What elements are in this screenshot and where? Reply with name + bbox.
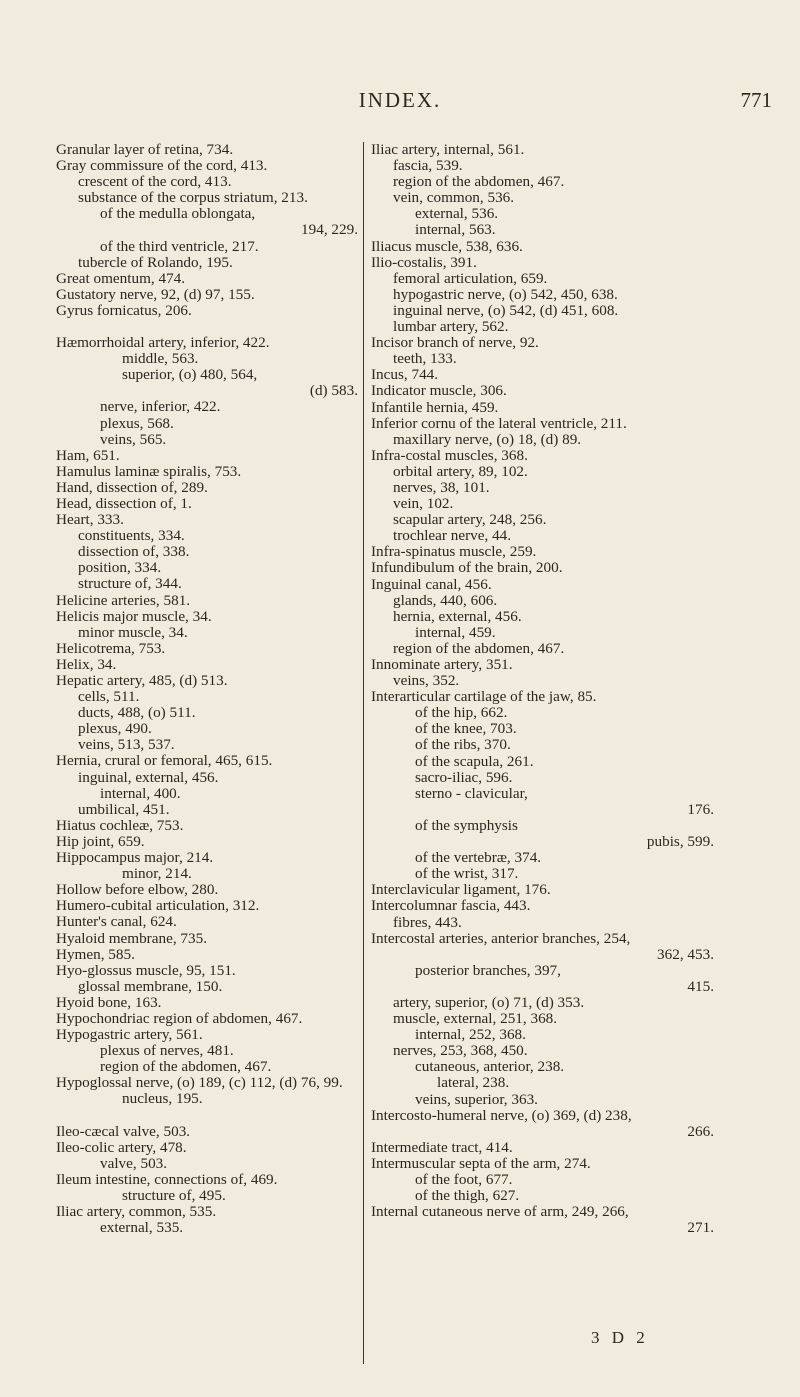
index-entry: Ilio-costalis, 391. xyxy=(371,253,477,271)
index-subentry: vein, common, 536. xyxy=(393,189,515,207)
index-entry-continuation: pubis, 599. xyxy=(646,833,714,851)
index-entry: Ileum intestine, connections of, 469. xyxy=(56,1170,278,1188)
column-divider xyxy=(363,142,364,1364)
index-subentry: plexus of nerves, 481. xyxy=(100,1042,234,1060)
index-subentry: minor, 214. xyxy=(122,865,192,883)
index-subentry: sterno - clavicular, xyxy=(415,784,528,802)
index-subentry: position, 334. xyxy=(78,559,162,577)
index-entry: Hip joint, 659. xyxy=(56,832,145,850)
index-subentry: of the foot, 677. xyxy=(415,1171,513,1188)
index-subentry: umbilical, 451. xyxy=(78,800,170,818)
index-subentry: hernia, external, 456. xyxy=(393,607,522,625)
index-column-right xyxy=(371,142,714,1236)
index-entry: Intercosto-humeral nerve, (o) 369, (d) 238, xyxy=(371,1106,632,1124)
index-subentry: nerves, 253, 368, 450. xyxy=(393,1042,528,1060)
index-entry: Indicator muscle, 306. xyxy=(371,382,507,400)
index-subentry: region of the abdomen, 467. xyxy=(393,639,565,657)
index-entry: Helicine arteries, 581. xyxy=(56,591,191,609)
index-subentry: of the medulla oblongata, xyxy=(100,205,256,223)
index-entry-continuation: (d) 583. xyxy=(309,382,358,400)
index-entry: Infra-costal muscles, 368. xyxy=(371,446,528,464)
page-number: 771 xyxy=(740,88,772,112)
index-entry: Ileo-colic artery, 478. xyxy=(56,1138,187,1156)
index-entry: Humero-cubital articulation, 312. xyxy=(56,897,260,915)
index-entry: Inferior cornu of the lateral ventricle, 211. xyxy=(371,414,627,432)
index-subentry: inguinal, external, 456. xyxy=(78,768,219,786)
index-entry: Hyo-glossus muscle, 95, 151. xyxy=(56,961,236,979)
index-entry-continuation: 415. xyxy=(687,977,714,995)
index-entry: Helicotrema, 753. xyxy=(56,639,166,657)
index-subentry: nerves, 38, 101. xyxy=(393,478,490,496)
index-entry-continuation: 194, 229. xyxy=(301,221,358,239)
index-entry-continuation: 266. xyxy=(687,1122,714,1140)
index-entry: Great omentum, 474. xyxy=(56,269,186,287)
index-subentry: structure of, 344. xyxy=(78,575,182,593)
index-entry: Ileo-cæcal valve, 503. xyxy=(56,1122,191,1140)
index-subentry: veins, 352. xyxy=(393,672,460,690)
index-subentry: fascia, 539. xyxy=(393,157,463,175)
page-header xyxy=(0,88,800,116)
index-subentry: glossal membrane, 150. xyxy=(78,977,223,995)
index-subentry: lumbar artery, 562. xyxy=(393,318,509,336)
index-subentry: of the thigh, 627. xyxy=(415,1187,520,1205)
index-subentry: internal, 252, 368. xyxy=(415,1026,526,1044)
page-title: INDEX. xyxy=(358,88,442,112)
index-subentry: constituents, 334. xyxy=(78,527,185,545)
index-subentry: teeth, 133. xyxy=(393,350,457,368)
section-gap xyxy=(56,1108,358,1124)
index-entry: Hepatic artery, 485, (d) 513. xyxy=(56,672,228,689)
index-entry: Infra-spinatus muscle, 259. xyxy=(371,543,537,561)
index-subentry: nucleus, 195. xyxy=(122,1090,203,1108)
index-subentry: of the wrist, 317. xyxy=(415,865,519,883)
index-subentry: ducts, 488, (o) 511. xyxy=(78,704,196,722)
index-entry: Infundibulum of the brain, 200. xyxy=(371,559,563,577)
index-subentry: plexus, 568. xyxy=(100,414,174,432)
index-subentry: lateral, 238. xyxy=(437,1074,510,1092)
index-entry: Intercolumnar fascia, 443. xyxy=(371,897,531,915)
index-entry: Hiatus cochleæ, 753. xyxy=(56,816,184,834)
index-subentry: of the scapula, 261. xyxy=(415,752,534,770)
index-entry: Granular layer of retina, 734. xyxy=(56,141,234,158)
index-subentry: cutaneous, anterior, 238. xyxy=(415,1058,565,1076)
index-subentry: region of the abdomen, 467. xyxy=(100,1058,272,1076)
index-subentry: sacro-iliac, 596. xyxy=(415,768,513,786)
index-subentry: cells, 511. xyxy=(78,688,140,706)
index-entry: Hæmorrhoidal artery, inferior, 422. xyxy=(56,334,270,352)
index-entry: Hypogastric artery, 561. xyxy=(56,1026,203,1044)
index-subentry: middle, 563. xyxy=(122,350,199,368)
index-subentry: minor muscle, 34. xyxy=(78,623,188,641)
index-subentry: substance of the corpus striatum, 213. xyxy=(78,189,308,207)
index-entry: Iliac artery, internal, 561. xyxy=(371,141,525,158)
index-subentry: internal, 400. xyxy=(100,784,181,802)
index-entry: Hippocampus major, 214. xyxy=(56,849,214,867)
index-entry: Helix, 34. xyxy=(56,655,117,673)
index-subentry: inguinal nerve, (o) 542, (d) 451, 608. xyxy=(393,301,619,319)
index-subentry: region of the abdomen, 467. xyxy=(393,173,565,191)
index-entry: Gustatory nerve, 92, (d) 97, 155. xyxy=(56,285,255,303)
index-subentry: artery, superior, (o) 71, (d) 353. xyxy=(393,993,585,1011)
index-subentry: of the ribs, 370. xyxy=(415,736,511,754)
index-entry: Hyoid bone, 163. xyxy=(56,993,162,1011)
index-subentry: structure of, 495. xyxy=(122,1186,226,1204)
index-subentry: external, 536. xyxy=(415,205,499,223)
index-subentry: superior, (o) 480, 564, xyxy=(122,366,258,384)
index-column-left xyxy=(56,142,358,1236)
index-subentry: of the vertebræ, 374. xyxy=(415,849,542,867)
index-entry: Interclavicular ligament, 176. xyxy=(371,881,551,899)
index-subentry: fibres, 443. xyxy=(393,913,462,931)
index-entry: Inguinal canal, 456. xyxy=(371,575,492,593)
index-entry: Intermediate tract, 414. xyxy=(371,1138,513,1156)
index-subentry: internal, 563. xyxy=(415,221,496,239)
index-entry: Iliacus muscle, 538, 636. xyxy=(371,237,523,255)
index-subentry: orbital artery, 89, 102. xyxy=(393,462,528,480)
index-entry: Hypochondriac region of abdomen, 467. xyxy=(56,1009,303,1027)
index-subentry: glands, 440, 606. xyxy=(393,591,498,609)
index-subentry: dissection of, 338. xyxy=(78,543,190,561)
index-subentry: of the symphysis xyxy=(415,816,518,834)
index-entry: Innominate artery, 351. xyxy=(371,656,513,673)
index-subentry: internal, 459. xyxy=(415,623,496,641)
index-entry: Incus, 744. xyxy=(371,366,439,384)
index-entry-continuation: 362, 453. xyxy=(657,945,714,963)
index-subentry: posterior branches, 397, xyxy=(415,961,561,979)
index-entry: Gyrus fornicatus, 206. xyxy=(56,301,192,319)
index-entry: Hymen, 585. xyxy=(56,945,135,963)
index-subentry: scapular artery, 248, 256. xyxy=(393,511,547,529)
index-subentry: veins, superior, 363. xyxy=(415,1090,538,1108)
index-subentry: muscle, external, 251, 368. xyxy=(393,1010,558,1028)
index-entry: Hamulus laminæ spiralis, 753. xyxy=(56,462,242,480)
index-subentry: trochlear nerve, 44. xyxy=(393,527,512,545)
index-entry: Heart, 333. xyxy=(56,511,124,529)
index-entry: Hernia, crural or femoral, 465, 615. xyxy=(56,752,273,770)
index-entry: Hypoglossal nerve, (o) 189, (c) 112, (d) 76, 99. xyxy=(56,1074,343,1092)
index-entry: Hyaloid membrane, 735. xyxy=(56,929,207,947)
index-entry: Incisor branch of nerve, 92. xyxy=(371,334,539,352)
index-entry: Intermuscular septa of the arm, 274. xyxy=(371,1154,591,1172)
index-entry-continuation: 176. xyxy=(687,800,714,818)
index-subentry: of the hip, 662. xyxy=(415,704,508,722)
index-subentry: tubercle of Rolando, 195. xyxy=(78,253,233,271)
index-subentry: of the knee, 703. xyxy=(415,720,517,738)
index-entry: Intercostal arteries, anterior branches, 254, xyxy=(371,929,631,947)
index-subentry: veins, 565. xyxy=(100,430,167,448)
index-subentry: plexus, 490. xyxy=(78,720,152,738)
index-entry: Iliac artery, common, 535. xyxy=(56,1203,217,1220)
index-subentry: vein, 102. xyxy=(393,495,454,513)
section-gap xyxy=(56,319,358,335)
index-subentry: femoral articulation, 659. xyxy=(393,269,548,287)
index-entry: Hunter's canal, 624. xyxy=(56,913,177,931)
index-subentry: maxillary nerve, (o) 18, (d) 89. xyxy=(393,430,582,448)
index-subentry: nerve, inferior, 422. xyxy=(100,398,221,416)
index-entry: Helicis major muscle, 34. xyxy=(56,607,212,625)
index-entry: Gray commissure of the cord, 413. xyxy=(56,157,268,175)
index-subentry: valve, 503. xyxy=(100,1154,168,1172)
index-entry: Hollow before elbow, 280. xyxy=(56,881,219,899)
index-subentry: veins, 513, 537. xyxy=(78,736,175,754)
index-entry: Ham, 651. xyxy=(56,446,120,464)
index-subentry: crescent of the cord, 413. xyxy=(78,173,232,191)
index-entry: Head, dissection of, 1. xyxy=(56,494,192,512)
signature-mark: 3 D 2 xyxy=(591,1328,649,1347)
index-entry: Hand, dissection of, 289. xyxy=(56,478,208,496)
index-entry-continuation: 271. xyxy=(687,1219,714,1237)
index-subentry: of the third ventricle, 217. xyxy=(100,237,259,255)
index-entry: Infantile hernia, 459. xyxy=(371,398,499,416)
index-entry: Interarticular cartilage of the jaw, 85. xyxy=(371,688,597,706)
index-entry: Internal cutaneous nerve of arm, 249, 266, xyxy=(371,1203,629,1221)
index-subentry: external, 535. xyxy=(100,1219,184,1237)
index-subentry: hypogastric nerve, (o) 542, 450, 638. xyxy=(393,285,618,303)
